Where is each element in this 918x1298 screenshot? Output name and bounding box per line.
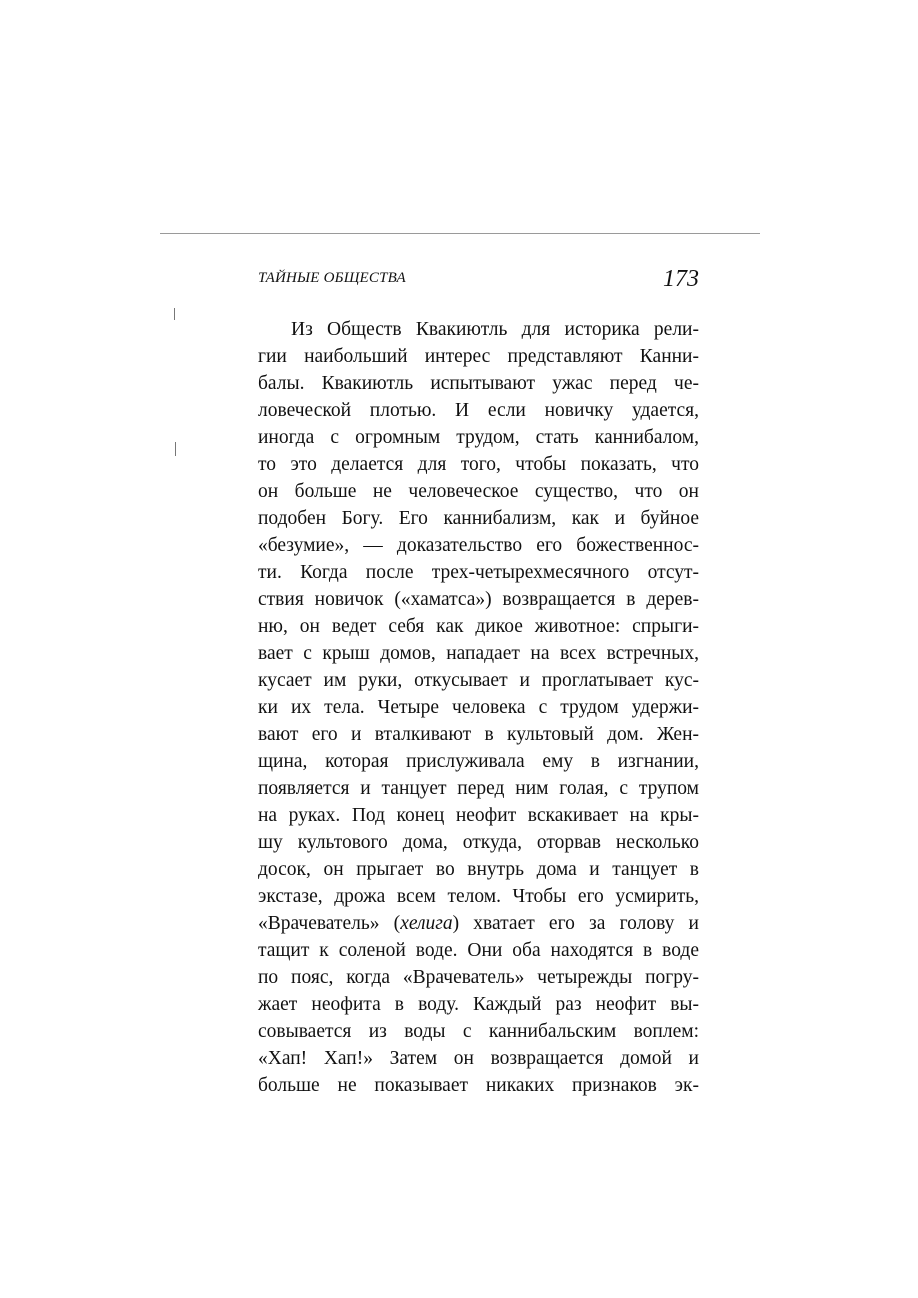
text-line: Из Обществ Квакиютль для историка рели- [291,319,699,340]
running-title: ТАЙНЫЕ ОБЩЕСТВА [258,270,406,286]
text-line: балы. Квакиютль испытывают ужас перед че- [258,373,699,394]
text-line: вает с крыш домов, нападает на всех встречных, [258,643,699,664]
text-line: тащит к соленой воде. Они оба находятся в воде [258,940,699,961]
margin-mark [174,308,175,320]
text-line: появляется и танцует перед ним голая, с трупом [258,778,699,799]
text-line: ки их тела. Четыре человека с трудом удержи- [258,697,699,718]
text-line: щина, которая прислуживала ему в изгнании, [258,751,699,772]
text-line: «Хап! Хап!» Затем он возвращается домой и [258,1048,699,1069]
margin-mark [175,442,176,456]
text-line: шу культового дома, откуда, оторвав несколько [258,832,699,853]
text-line: вают его и вталкивают в культовый дом. Жен- [258,724,699,745]
text-line: больше не показывает никаких признаков эк- [258,1075,699,1096]
header-rule [160,233,760,234]
text-line: экстазе, дрожа всем телом. Чтобы его усмирить, [258,886,699,907]
text-line: ню, он ведет себя как дикое животное: спрыги- [258,616,699,637]
text-line: досок, он прыгает во внутрь дома и танцует в [258,859,699,880]
text-line: жает неофита в воду. Каждый раз неофит вы- [258,994,699,1015]
text-line: «безумие», — доказательство его божественнос- [258,535,699,556]
page-number: 173 [663,266,699,292]
text-line: подобен Богу. Его каннибализм, как и буйное [258,508,699,529]
text-line: ти. Когда после трех-четырехмесячного отсут- [258,562,699,583]
body-text [258,316,699,1099]
text-line: то это делается для того, чтобы показать, что [258,454,699,475]
text-line: кусает им руки, откусывает и проглатывает кус- [258,670,699,691]
text-line: ловеческой плотью. И если новичку удается, [258,400,699,421]
text-line: «Врачеватель» (хелига) хватает его за голову и [258,913,699,934]
text-line: по пояс, когда «Врачеватель» четырежды погру- [258,967,699,988]
text-line: совывается из воды с каннибальским воплем: [258,1021,699,1042]
text-line: гии наибольший интерес представляют Канни- [258,346,699,367]
text-line: на руках. Под конец неофит вскакивает на кры- [258,805,699,826]
text-line: иногда с огромным трудом, стать каннибалом, [258,427,699,448]
text-line: он больше не человеческое существо, что он [258,481,699,502]
text-line: ствия новичок («хаматса») возвращается в дерев- [258,589,699,610]
